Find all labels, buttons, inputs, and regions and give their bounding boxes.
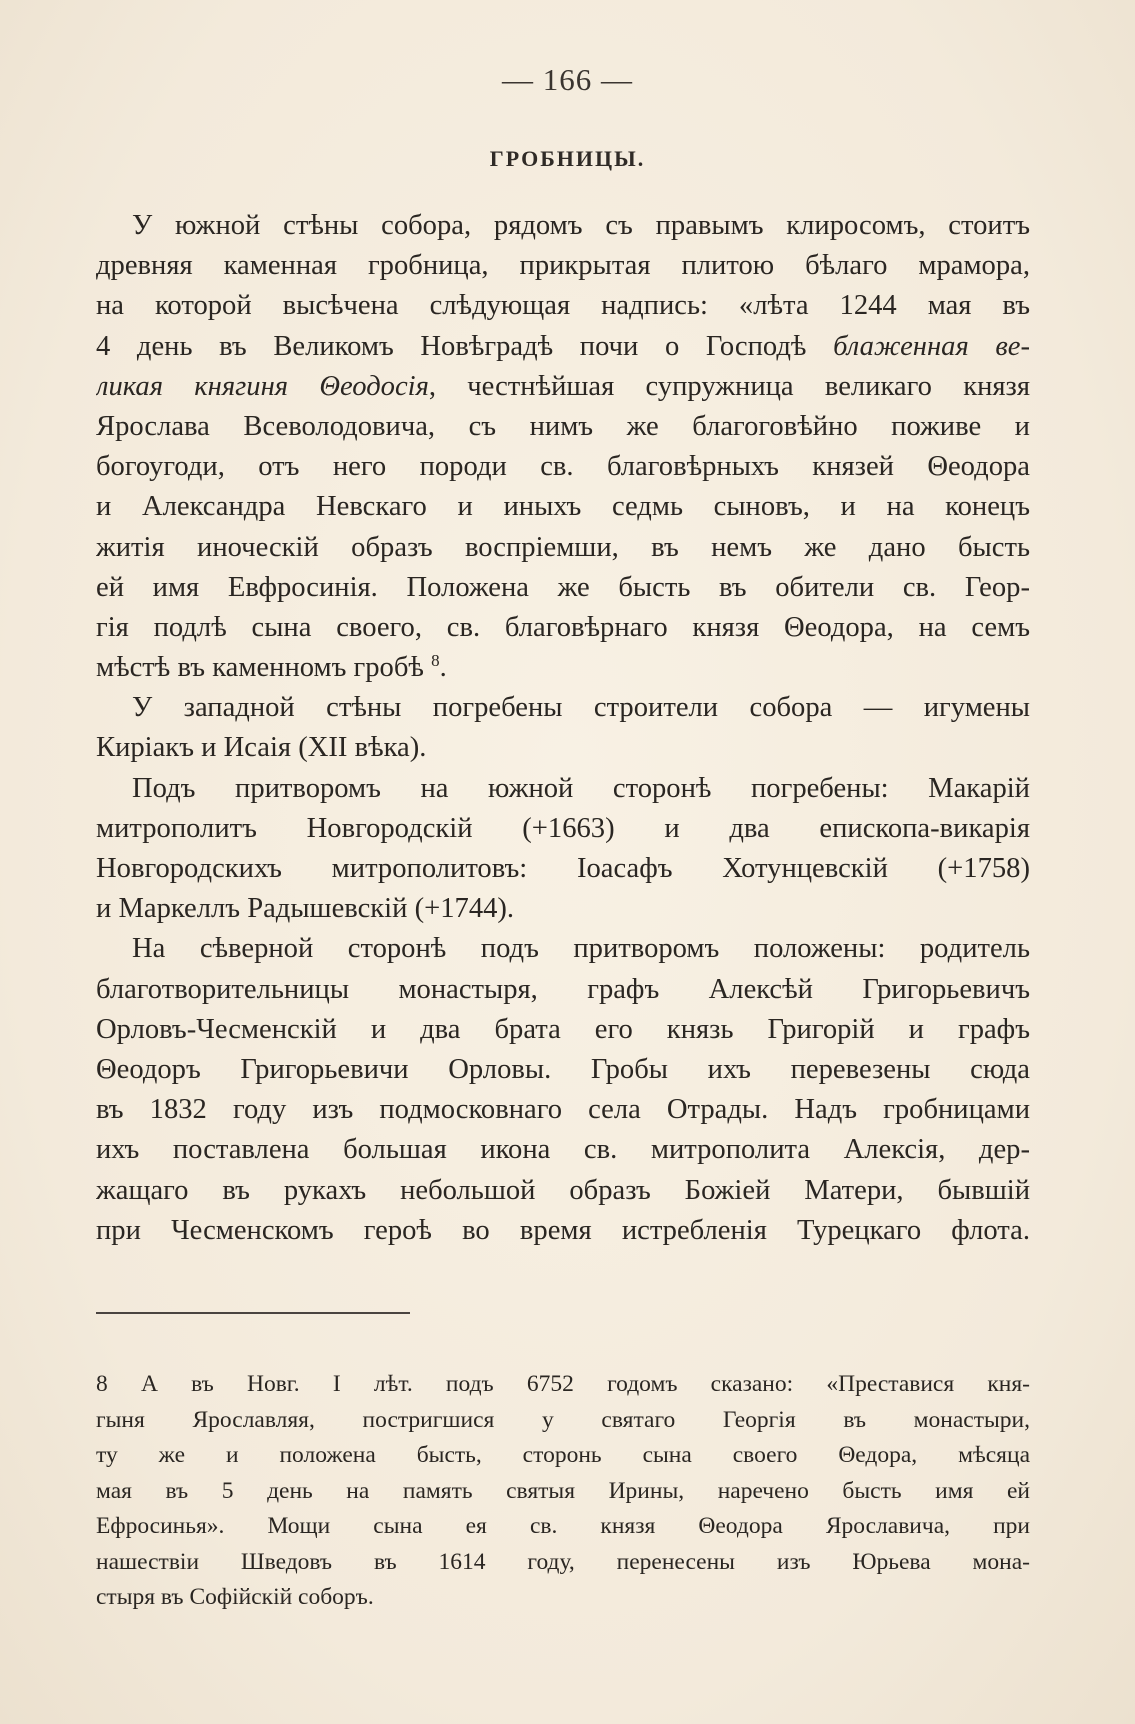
body-line-5-italic: ликая княгиня Θеодосія	[96, 370, 429, 402]
body-line-12-text: мѣстѣ въ каменномъ гробѣ	[96, 652, 424, 684]
body-line-7: богоугоди, отъ него породи св. благовѣрныхъ князей Θеодора	[96, 451, 1030, 483]
body-line-1: У южной стѣны собора, рядомъ съ правымъ клиросомъ, стоитъ	[132, 210, 1030, 241]
body-line-4	[96, 327, 1030, 367]
footnote-line-4: мая въ 5 день на память святыя Ирины, наречено бысть имя ей	[96, 1477, 1030, 1504]
body-line-10: ей имя Евфросинія. Положена же бысть въ обители св. Геор-	[96, 571, 1030, 603]
body-line-24: ихъ поставлена большая икона св. митрополита Алексія, дер-	[96, 1134, 1030, 1166]
body-line-12-end: .	[439, 652, 447, 684]
body-line-5	[96, 367, 1030, 407]
section-title: ГРОБНИЦЫ.	[489, 146, 646, 171]
body-line-23: въ 1832 году изъ подмосковнаго села Отрады. Надъ гробницами	[96, 1094, 1030, 1126]
footnote-line-5: Ефросинья». Мощи сына ея св. князя Θеодора Ярославича, при	[96, 1513, 1030, 1539]
footnote-line-3: ту же и положена бысть, сторонь сына своего Θедора, мѣсяца	[96, 1442, 1030, 1468]
body-line-8: и Александра Невскаго и иныхъ седмь сыновъ, и на конецъ	[96, 491, 1030, 523]
body-line-20: благотворительницы монастыря, графъ Алексѣй Григорьевичъ	[96, 973, 1030, 1005]
body-text	[96, 206, 1030, 1251]
body-line-19: На сѣверной сторонѣ подъ притворомъ положены: родитель	[132, 933, 1030, 965]
page-number: — 166 —	[502, 62, 633, 97]
body-line-9: житія иноческій образъ воспріемши, въ немъ же дано бысть	[96, 531, 1030, 563]
footnote-line-1: 8 А въ Новг. I лѣт. подъ 6752 годомъ сказано: «Преставися кня-	[96, 1371, 1030, 1397]
body-line-2: древняя каменная гробница, прикрытая плитою бѣлаго мрамора,	[96, 250, 1030, 282]
body-line-18: и Маркеллъ Радышевскій (+1744).	[96, 893, 515, 925]
body-line-12	[96, 648, 1030, 688]
body-line-17: Новгородскихъ митрополитовъ: Іоасафъ Хотунцевскій (+1758)	[96, 853, 1030, 884]
footnote	[96, 1367, 1030, 1616]
body-line-6: Ярослава Всеволодовича, съ нимъ же благоговѣйно поживе и	[96, 410, 1030, 442]
body-line-26: при Чесменскомъ героѣ во время истребленія Турецкаго флота.	[96, 1214, 1030, 1246]
body-line-13: У западной стѣны погребены строители собора — игумены	[132, 692, 1030, 724]
body-line-22: Θеодоръ Григорьевичи Орловы. Гробы ихъ перевезены сюда	[96, 1053, 1030, 1085]
body-line-4-italic: блаженная ве-	[833, 330, 1030, 362]
body-line-3: на которой высѣчена слѣдующая надпись: «лѣта 1244 мая въ	[96, 290, 1030, 322]
footnote-line-2: гыня Ярославляя, постригшися у святаго Георгія въ монастыри,	[96, 1406, 1030, 1433]
footnote-reference[interactable]: 8	[431, 651, 440, 671]
footnote-divider	[96, 1312, 410, 1314]
body-line-5-text: , честнѣйшая супружница великаго князя	[428, 370, 1030, 402]
footnote-line-6: нашествіи Шведовъ въ 1614 году, перенесены изъ Юрьева мона-	[96, 1548, 1030, 1575]
body-line-4-text: 4 день въ Великомъ Новѣградѣ почи о Господѣ	[96, 330, 807, 362]
body-line-15: Подъ притворомъ на южной сторонѣ погребены: Макарій	[132, 772, 1030, 804]
body-line-25: жащаго въ рукахъ небольшой образъ Божіей Матери, бывшій	[96, 1174, 1030, 1206]
body-line-11: гія подлѣ сына своего, св. благовѣрнаго князя Θеодора, на семъ	[96, 611, 1030, 643]
body-line-21: Орловъ-Чесменскій и два брата его князь Григорій и графъ	[96, 1013, 1030, 1045]
footnote-line-7: стыря въ Софійскій соборъ.	[96, 1584, 374, 1610]
body-line-16: митрополитъ Новгородскій (+1663) и два епископа-викарія	[96, 812, 1030, 844]
body-line-14: Киріакъ и Исаія (XII вѣка).	[96, 732, 427, 764]
